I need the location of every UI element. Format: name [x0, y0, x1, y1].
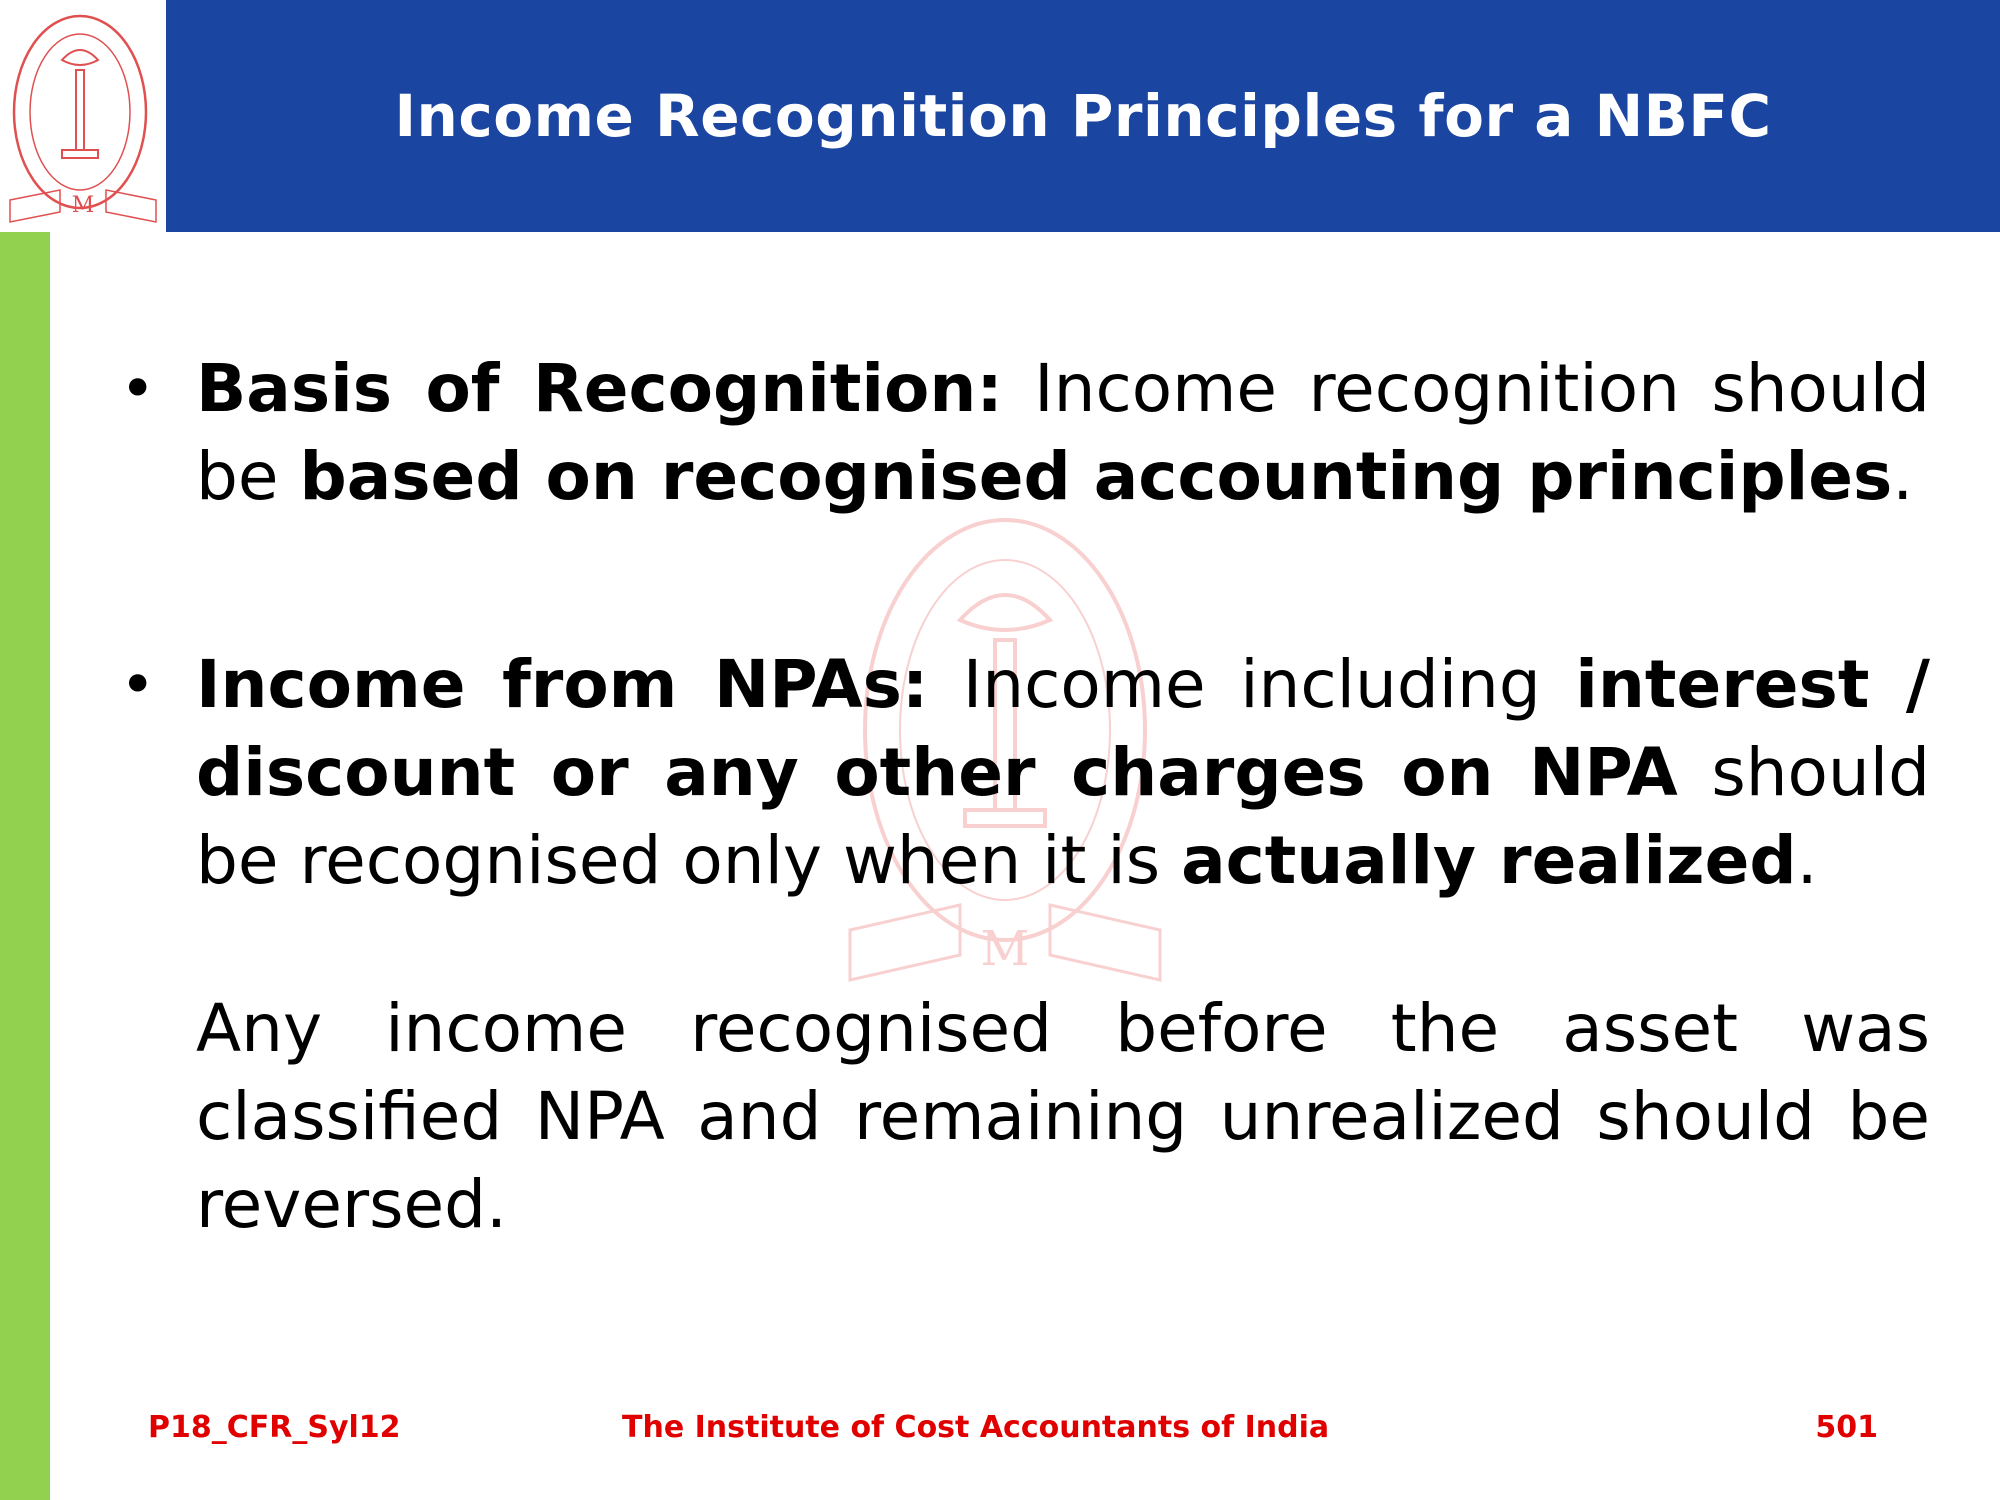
bullet-icon: •	[120, 650, 156, 720]
slide-content	[120, 345, 1930, 1249]
npa-reversal-paragraph: Any income recognised before the asset was classified NPA and remaining unrealized should be reversed.	[196, 990, 1930, 1243]
bullet-item-basis-of-recognition: • Basis of Recognition: Income recognition should be based on recognised accounting principles.	[120, 345, 1930, 521]
institute-logo	[0, 0, 166, 232]
footer-code: P18_CFR_Syl12	[148, 1410, 401, 1445]
slide-footer	[0, 1410, 2000, 1460]
bullet-icon: •	[120, 354, 156, 424]
svg-text:M: M	[71, 193, 95, 218]
slide-title: Income Recognition Principles for a NBFC	[394, 82, 1772, 150]
footer-institute: The Institute of Cost Accountants of India	[622, 1410, 1330, 1445]
logo-emblem-icon	[0, 0, 166, 232]
item-lead: Basis of Recognition:	[196, 350, 1003, 427]
bullet-item-income-from-npas: • Income from NPAs: Income including interest / discount or any other charges on NPA should be recognised only when it is actually realized. Any income recognised before the asset was classified NPA and remaining unrealized should be reversed.	[120, 641, 1930, 1249]
slide-header	[166, 0, 2000, 232]
left-accent-bar	[0, 232, 50, 1500]
item-lead: Income from NPAs:	[196, 646, 929, 723]
page-number: 501	[1815, 1410, 1878, 1445]
svg-text:M: M	[980, 921, 1030, 977]
